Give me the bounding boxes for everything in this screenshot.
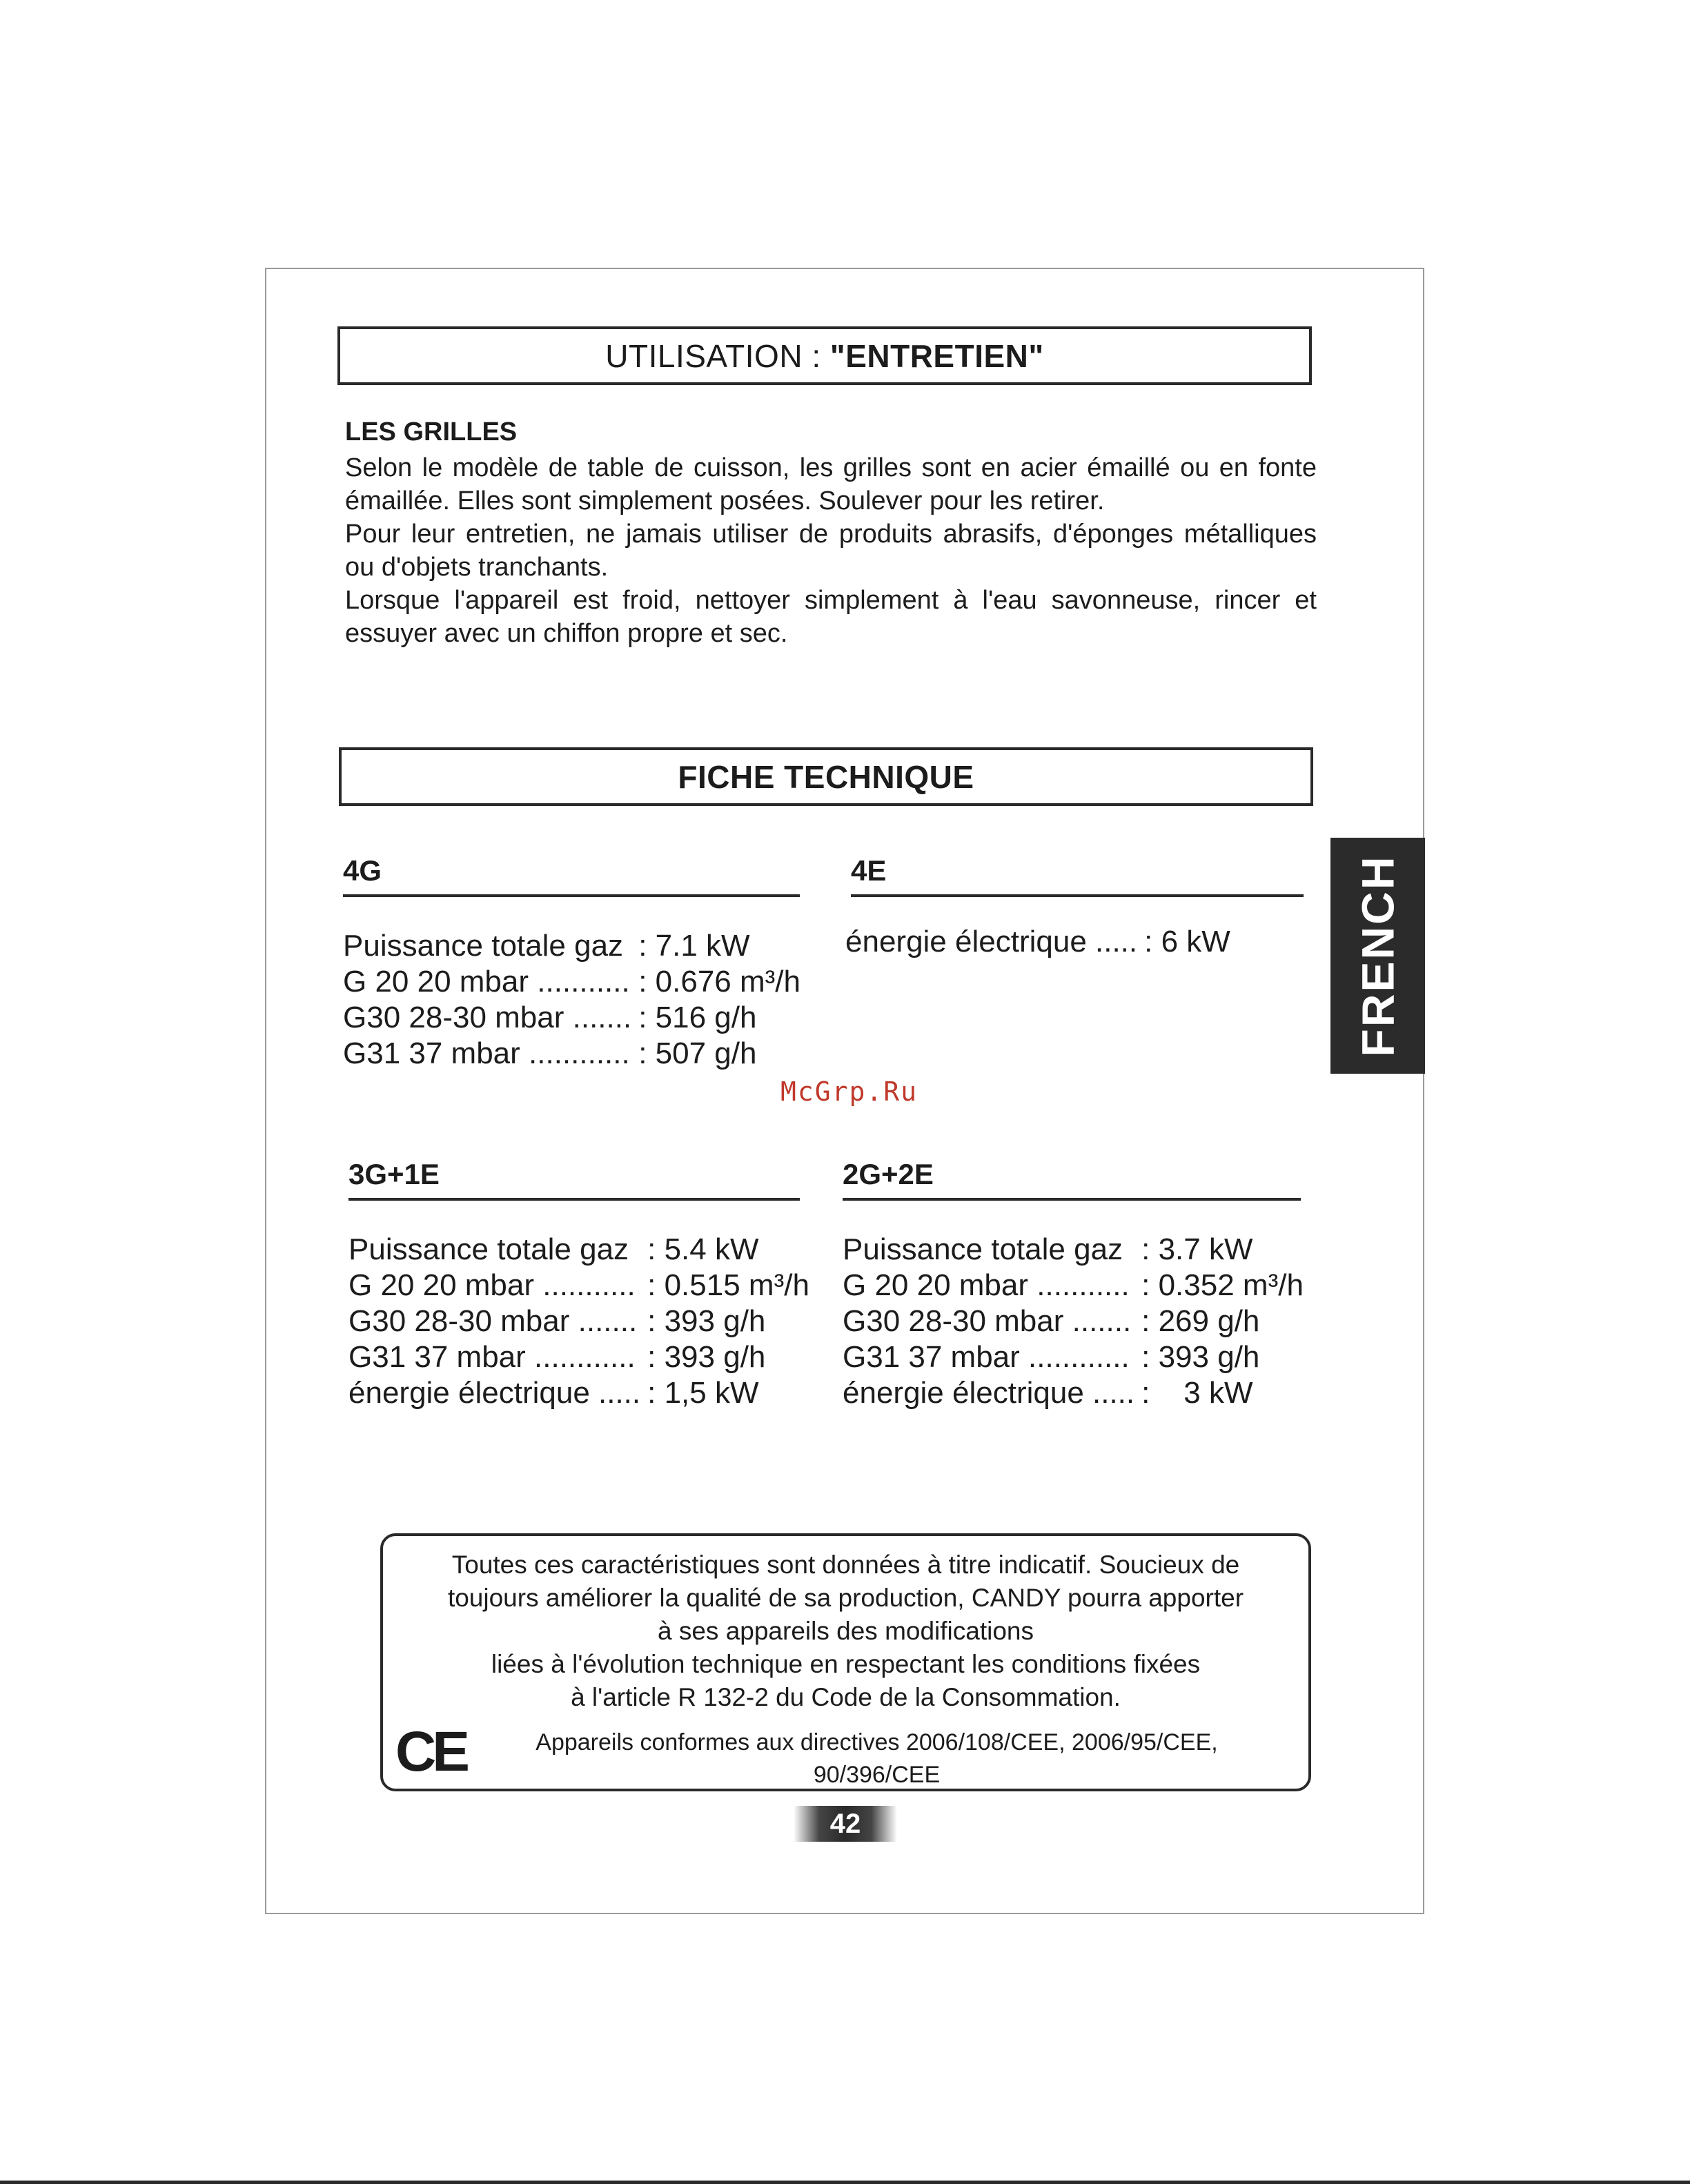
model-2g2e-heading: 2G+2E bbox=[843, 1157, 1301, 1201]
spec-row bbox=[843, 1303, 1304, 1339]
spec-row bbox=[343, 1036, 800, 1072]
ce-mark-icon: CE bbox=[395, 1720, 466, 1783]
notice-line: à ses appareils des modifications bbox=[657, 1617, 1034, 1645]
spec-value: : 3 kW bbox=[1141, 1376, 1253, 1410]
spec-label: G 20 20 mbar ........... bbox=[348, 1268, 644, 1302]
spec-row bbox=[348, 1303, 809, 1339]
notice-text bbox=[397, 1548, 1295, 1714]
spec-row bbox=[348, 1232, 809, 1268]
spec-value: : 3.7 kW bbox=[1141, 1232, 1253, 1266]
spec-label: énergie électrique ..... bbox=[845, 925, 1146, 958]
spec-row bbox=[843, 1375, 1304, 1411]
grilles-paragraph-1: Selon le modèle de table de cuisson, les grilles sont en acier émaillé ou en fonte émaillée. Elles sont simplement posées. Soulever pour les retirer. bbox=[345, 453, 1317, 515]
spec-row bbox=[348, 1339, 809, 1375]
spec-label: G31 37 mbar ............ bbox=[343, 1036, 638, 1070]
spec-row bbox=[343, 964, 800, 1000]
page-number: 42 bbox=[794, 1806, 897, 1842]
spec-row bbox=[843, 1339, 1304, 1375]
tech-sheet-title: FICHE TECHNIQUE bbox=[339, 747, 1313, 806]
notice-line: toujours améliorer la qualité de sa production, CANDY pourra apporter bbox=[447, 1584, 1244, 1612]
spec-value: : 0.676 m³/h bbox=[638, 965, 800, 998]
notice-line: Toutes ces caractéristiques sont données à titre indicatif. Soucieux de bbox=[451, 1551, 1240, 1579]
spec-row bbox=[845, 924, 1230, 960]
spec-label: G31 37 mbar ............ bbox=[348, 1340, 644, 1374]
ce-compliance-text bbox=[459, 1726, 1295, 1791]
spec-label: G 20 20 mbar ........... bbox=[843, 1268, 1138, 1302]
spec-value: : 1,5 kW bbox=[647, 1376, 759, 1410]
spec-value: : 269 g/h bbox=[1141, 1304, 1260, 1338]
spec-row bbox=[348, 1375, 809, 1411]
ce-line: 90/396/CEE bbox=[813, 1762, 941, 1788]
notice-box bbox=[380, 1533, 1311, 1791]
watermark: McGrp.Ru bbox=[780, 1076, 918, 1107]
spec-value: : 5.4 kW bbox=[647, 1232, 759, 1266]
bottom-edge-line bbox=[0, 2181, 1690, 2184]
spec-value: : 0.352 m³/h bbox=[1141, 1268, 1304, 1302]
spec-label: Puissance totale gaz bbox=[348, 1232, 638, 1266]
spec-row bbox=[343, 1000, 800, 1036]
spec-label: Puissance totale gaz bbox=[343, 929, 632, 963]
grilles-heading: LES GRILLES bbox=[345, 417, 518, 446]
spec-value: : 393 g/h bbox=[647, 1304, 766, 1338]
spec-row bbox=[343, 928, 800, 964]
notice-line: liées à l'évolution technique en respectant les conditions fixées bbox=[491, 1650, 1201, 1678]
maintenance-title-bold: "ENTRETIEN" bbox=[829, 337, 1044, 374]
spec-value: : 516 g/h bbox=[638, 1001, 757, 1034]
spec-label: G30 28-30 mbar ....... bbox=[343, 1001, 640, 1034]
spec-row bbox=[843, 1268, 1304, 1303]
model-2g2e-specs bbox=[843, 1232, 1304, 1411]
spec-label: G30 28-30 mbar ....... bbox=[348, 1304, 646, 1338]
spec-value: : 7.1 kW bbox=[638, 929, 750, 963]
model-3g1e-heading: 3G+1E bbox=[348, 1157, 800, 1201]
grilles-paragraph-2: Pour leur entretien, ne jamais utiliser de produits abrasifs, d'éponges métalliques ou d'objets tranchants. bbox=[345, 520, 1317, 582]
model-4g-specs bbox=[343, 928, 800, 1072]
spec-value: : 6 kW bbox=[1144, 925, 1230, 958]
spec-value: : 507 g/h bbox=[638, 1036, 757, 1070]
maintenance-title bbox=[337, 326, 1312, 385]
spec-label: G31 37 mbar ............ bbox=[843, 1340, 1138, 1374]
spec-label: G 20 20 mbar ........... bbox=[343, 965, 638, 998]
spec-label: G30 28-30 mbar ....... bbox=[843, 1304, 1140, 1338]
spec-label: énergie électrique ..... bbox=[843, 1376, 1143, 1410]
spec-row bbox=[843, 1232, 1304, 1268]
grilles-paragraph-3: Lorsque l'appareil est froid, nettoyer simplement à l'eau savonneuse, rincer et essuyer avec un chiffon propre et sec. bbox=[345, 586, 1317, 648]
ce-line: Appareils conformes aux directives 2006/108/CEE, 2006/95/CEE, bbox=[536, 1729, 1218, 1755]
spec-row bbox=[348, 1268, 809, 1303]
model-4e-heading: 4E bbox=[851, 854, 1304, 897]
spec-value: : 393 g/h bbox=[647, 1340, 766, 1374]
language-tab bbox=[1330, 838, 1425, 1074]
language-tab-label: FRENCH bbox=[1352, 854, 1404, 1057]
spec-label: énergie électrique ..... bbox=[348, 1376, 641, 1410]
spec-label: Puissance totale gaz bbox=[843, 1232, 1132, 1266]
model-3g1e-specs bbox=[348, 1232, 809, 1411]
maintenance-title-prefix: UTILISATION : bbox=[605, 337, 830, 374]
model-4g-heading: 4G bbox=[343, 854, 800, 897]
notice-line: à l'article R 132-2 du Code de la Consommation. bbox=[571, 1683, 1121, 1711]
spec-value: : 0.515 m³/h bbox=[647, 1268, 809, 1302]
spec-value: : 393 g/h bbox=[1141, 1340, 1260, 1374]
model-4e-specs bbox=[845, 924, 1230, 960]
